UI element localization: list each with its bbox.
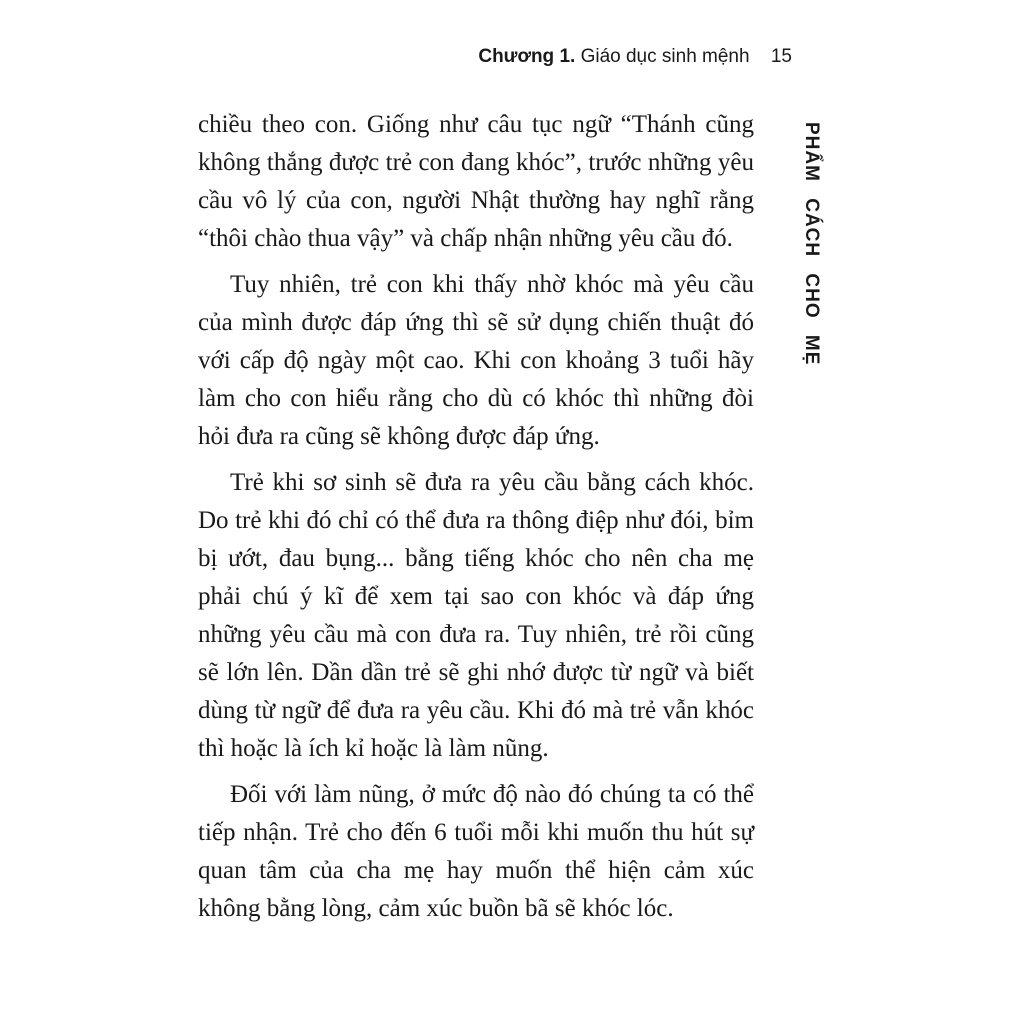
side-tab-book-title: PHẨM CÁCH CHO MẸ	[801, 122, 822, 366]
body-text	[198, 106, 754, 936]
chapter-title: Giáo dục sinh mệnh	[580, 46, 750, 67]
chapter-label: Chương 1.	[478, 46, 576, 67]
page-number: 15	[770, 46, 792, 67]
paragraph: Trẻ khi sơ sinh sẽ đưa ra yêu cầu bằng cách khóc. Do trẻ khi đó chỉ có thể đưa ra thông điệp như đói, bỉm bị ướt, đau bụng... bằng tiếng khóc cho nên cha mẹ phải chú ý kĩ để xem tại sao con khóc và đáp ứng những yêu cầu mà con đưa ra. Tuy nhiên, trẻ rồi cũng sẽ lớn lên. Dần dần trẻ sẽ ghi nhớ được từ ngữ và biết dùng từ ngữ để đưa ra yêu cầu. Khi đó mà trẻ vẫn khóc thì hoặc là ích kỉ hoặc là làm nũng.	[198, 469, 754, 762]
paragraph: chiều theo con. Giống như câu tục ngữ “Thánh cũng không thắng được trẻ con đang khóc”, trước những yêu cầu vô lý của con, người Nhật thường hay nghĩ rằng “thôi chào thua vậy” và chấp nhận những yêu cầu đó.	[198, 111, 754, 252]
paragraph: Đối với làm nũng, ở mức độ nào đó chúng ta có thể tiếp nhận. Trẻ cho đến 6 tuổi mỗi khi muốn thu hút sự quan tâm của cha mẹ hay muốn thể hiện cảm xúc không bằng lòng, cảm xúc buồn bã sẽ khóc lóc.	[198, 781, 754, 922]
running-header	[478, 46, 792, 68]
paragraph: Tuy nhiên, trẻ con khi thấy nhờ khóc mà yêu cầu của mình được đáp ứng thì sẽ sử dụng chiến thuật đó với cấp độ ngày một cao. Khi con khoảng 3 tuổi hãy làm cho con hiểu rằng cho dù có khóc thì những đòi hỏi đưa ra cũng sẽ không được đáp ứng.	[198, 271, 754, 450]
